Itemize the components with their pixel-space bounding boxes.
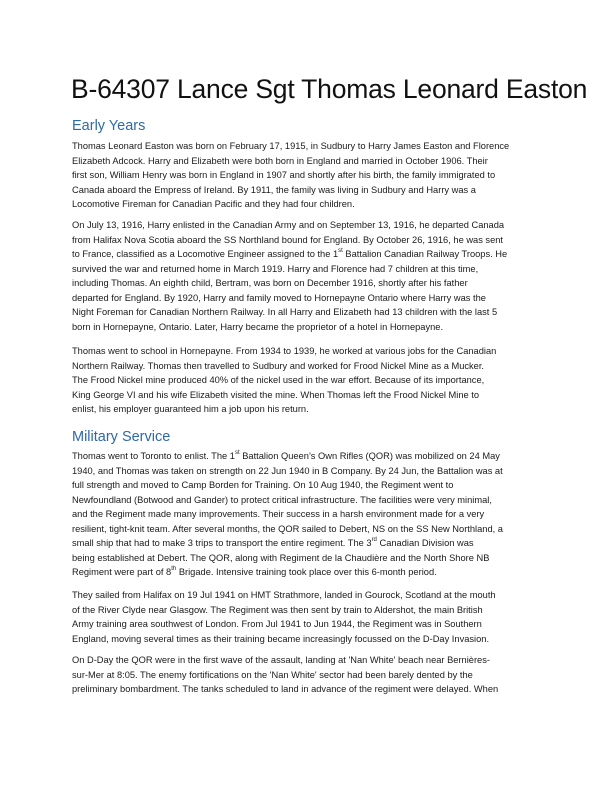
text-segment: Battalion Canadian Railway Troops. He [342,249,508,260]
superscript: th [171,566,177,573]
text-segment: England, moving several times as their training became increasingly focussed on the D-Day Invasion. [72,633,490,644]
paragraph [72,588,496,646]
text-line [72,154,509,169]
superscript: st [338,248,343,255]
text-segment: born in Hornepayne, Ontario. Later, Harry became the proprietor of a hotel in Hornepayne. [72,321,444,332]
text-line [72,168,509,183]
text-segment: Newfoundland (Botwood and Gander) to protect critical infrastructure. The facilities were very minimal, [72,494,492,505]
text-line [72,682,498,697]
paragraph [72,218,507,334]
text-line [72,197,509,212]
text-line [72,402,496,417]
text-segment: Canadian Division was [376,538,474,549]
text-segment: full strength and moved to Camp Borden for Training. On 10 Aug 1940, the Regiment went to [72,480,454,491]
text-segment: first son, William Henry was born in England in 1907 and shortly after his birth, the family immigrated to [72,170,496,181]
text-line [72,305,507,320]
text-segment: Thomas went to school in Hornepayne. From 1934 to 1939, he worked at various jobs for the Canadian [72,346,497,356]
text-line [72,464,503,479]
text-line [72,183,509,198]
text-line [72,291,507,306]
text-line [72,276,507,291]
paragraph [72,139,509,212]
text-line [72,588,496,603]
text-segment: Night Foreman for Canadian Northern Railway. In all Harry and Elizabeth had 13 children with the last 5 [72,307,498,318]
text-line [72,632,496,647]
text-line [72,565,503,580]
text-line [72,536,503,551]
section-heading-military-service: Military Service [72,429,171,445]
text-segment: King George VI and his wife Elizabeth visited the mine. When Thomas left the Frood Nickel Mine to [72,389,480,400]
text-line [72,653,498,668]
text-line [72,233,507,248]
text-line [72,449,503,464]
text-line [72,507,503,522]
text-line [72,668,498,683]
text-segment: The Frood Nickel mine produced 40% of the nickel used in the war effort. Because of its importance, [72,375,485,386]
page-title: B-64307 Lance Sgt Thomas Leonard Easton [71,74,588,104]
text-segment: Brigade. Intensive training took place over this 6-month period. [176,567,437,578]
text-line [72,218,507,233]
text-segment: departed for England. By 1920, Harry and family moved to Hornepayne Ontario where Harry was the [72,292,486,303]
paragraph [72,449,503,580]
text-line [72,478,503,493]
text-line [72,139,509,154]
text-line [72,617,496,632]
text-segment: to France, classified as a Locomotive Engineer assigned to the 1 [72,249,339,260]
text-segment: 1940, and Thomas was taken on strength on 22 Jun 1940 in B Company. By 24 Jun, the Battalion was at [72,465,503,476]
text-segment: of the River Clyde near Glasgow. The Regiment was then sent by train to Aldershot, the main British [72,604,483,615]
text-line [72,262,507,277]
text-segment: On D-Day the QOR were in the first wave of the assault, landing at 'Nan White' beach near Bernières- [72,655,490,665]
text-segment: from Halifax Nova Scotia aboard the SS Northland bound for England. By October 26, 1916, he was sent [72,234,504,245]
text-segment: Regiment were part of 8 [72,567,172,578]
text-segment: survived the war and returned home in March 1919. Harry and Florence had 7 children at this time, [72,263,479,274]
text-segment: resilient, tight-knit team. After several months, the QOR sailed to Debert, NS on the SS New Northland, a [72,523,503,534]
text-segment: small ship that had to make 3 trips to transport the entire regiment. The 3 [72,538,372,549]
text-segment: Northern Railway. Thomas then travelled to Sudbury and worked for Frood Nickel Mine as a Mucker. [72,360,485,371]
text-segment: including Thomas. An eighth child, Bertram, was born on December 1916, shortly after his father [72,278,468,289]
text-segment: Thomas Leonard Easton was born on February 17, 1915, in Sudbury to Harry James Easton and Florence [72,141,510,151]
paragraph [72,344,496,417]
text-segment: being established at Debert. The QOR, along with Regiment de la Chaudière and the North Shore NB [72,552,490,563]
text-segment: Elizabeth Adcock. Harry and Elizabeth were both born in England and married in October 1906. Their [72,155,488,166]
text-line [72,247,507,262]
text-segment: Locomotive Fireman for Canadian Pacific and they had four children. [72,199,355,210]
text-line [72,603,496,618]
text-segment: Canada aboard the Empress of Ireland. By 1911, the family was living in Sudbury and Harry was a [72,184,476,195]
text-segment: They sailed from Halifax on 19 Jul 1941 on HMT Strathmore, landed in Gourock, Scotland at the mouth [72,590,496,600]
paragraph [72,653,498,697]
superscript: st [234,450,240,456]
text-segment: Battalion Queen’s Own Rifles (QOR) was mobilized on 24 May [239,451,500,461]
text-line [72,373,496,388]
text-segment: enlist, his employer guaranteed him a job upon his return. [72,404,309,415]
text-segment: sur-Mer at 8:05. The enemy fortifications on the 'Nan White' sector had been barely dented by the [72,669,473,680]
text-segment: Army training area southwest of London. From Jul 1941 to Jun 1944, the Regiment was in Southern [72,619,482,630]
text-segment: preliminary bombardment. The tanks scheduled to land in advance of the regiment were delayed. When [72,684,499,695]
text-line [72,522,503,537]
text-line [72,344,496,359]
text-line [72,493,503,508]
text-line [72,388,496,403]
text-segment: Thomas went to Toronto to enlist. The 1 [72,451,235,461]
superscript: rd [371,537,377,544]
section-heading-early-years: Early Years [72,118,146,134]
text-line [72,551,503,566]
text-segment: and the Regiment made many improvements. Their success in a harsh environment made for a very [72,509,485,520]
text-line [72,359,496,374]
text-line [72,320,507,335]
text-segment: On July 13, 1916, Harry enlisted in the Canadian Army and on September 13, 1916, he departed Canada [72,220,505,230]
